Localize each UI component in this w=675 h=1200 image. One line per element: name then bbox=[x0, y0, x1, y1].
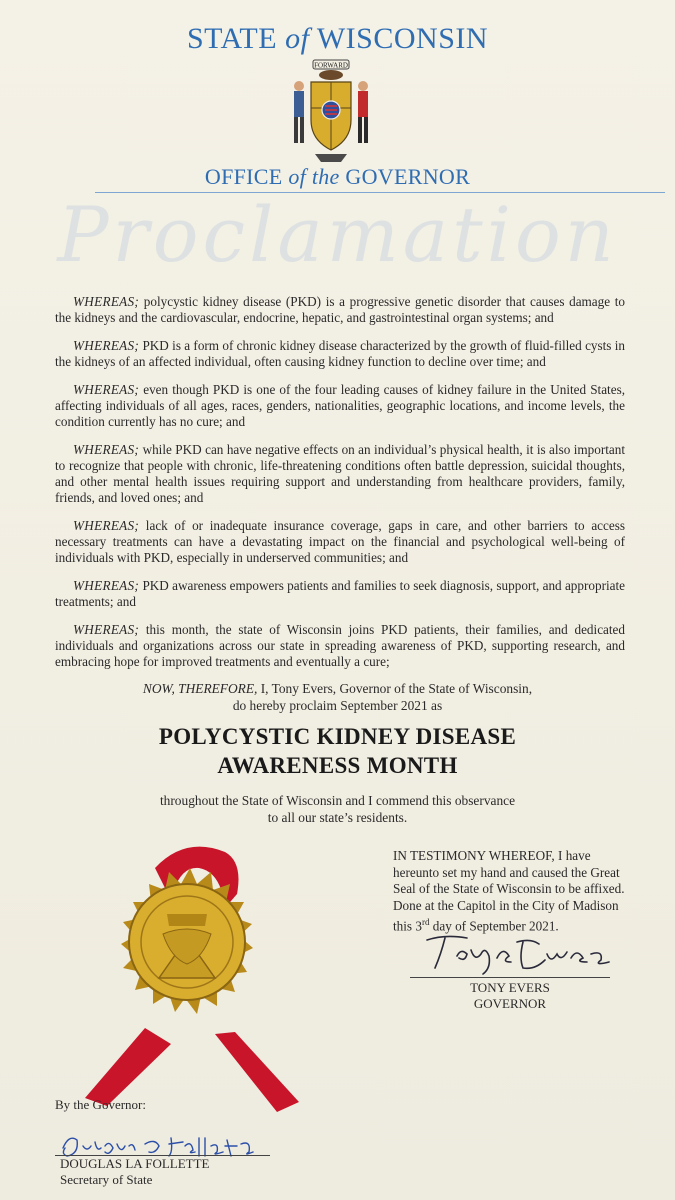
whereas-paragraph: WHEREAS; polycystic kidney disease (PKD) is a progressive genetic disorder that causes damage to the kidneys and the cardiovascular, endocrine, hepatic, and gastrointestinal organ systems; and bbox=[55, 294, 626, 325]
whereas-paragraph: WHEREAS; PKD is a form of chronic kidney disease characterized by the growth of fluid-filled cysts in the kidneys of an affected individual, often causing kidney function to decline over time; and bbox=[55, 338, 626, 369]
svg-text:FORWARD: FORWARD bbox=[314, 61, 348, 70]
whereas-paragraph: WHEREAS; lack of or inadequate insurance coverage, gaps in care, and other barriers to access necessary treatments can have a devastating impact on the financial and psychological well-being of individuals with PKD, especially in underserved communities; and bbox=[55, 518, 625, 565]
governor-signature-line bbox=[410, 977, 610, 978]
whereas-paragraph: WHEREAS; this month, the state of Wisconsin joins PKD patients, their families, and dedicated individuals and organizations across our state in spreading awareness of PKD, supporting research, and embracing hope for improved treatments and eventually a cure; bbox=[55, 622, 626, 669]
commendation-text: throughout the State of Wisconsin and I commend this observance to all our state’s residents. bbox=[159, 793, 516, 825]
proclamation-watermark: Proclamation bbox=[57, 190, 618, 279]
office-title: OFFICE of the GOVERNOR bbox=[204, 164, 471, 189]
whereas-paragraph: WHEREAS; even though PKD is one of the four leading causes of kidney failure in the United States, affecting individuals of all ages, races, genders, nationalities, geographic locations, and income levels, the condition currently has no cure; and bbox=[55, 382, 625, 429]
now-therefore-statement: NOW, THEREFORE, I, Tony Evers, Governor of the State of Wisconsin, do hereby proclaim September 2021 as bbox=[142, 681, 533, 713]
whereas-paragraph: WHEREAS; while PKD can have negative effects on an individual’s physical health, it is also important to recognize that people with chronic, life-threatening conditions often battle depression, suicidal thoughts, and other mental health issues requiring support and understanding from healthcare providers, family, friends, and loved ones; and bbox=[55, 442, 626, 505]
proclamation-title: POLYCYSTIC KIDNEY DISEASE AWARENESS MONTH bbox=[158, 724, 517, 778]
whereas-clauses bbox=[55, 294, 625, 682]
testimony-text: IN TESTIMONY WHEREOF, I have hereunto set my hand and caused the Great Seal of the State of Wisconsin to be affixed. Done at the Capitol in the City of Madison this 3rd day of September 2021. bbox=[393, 848, 625, 934]
state-coat-of-arms-icon bbox=[275, 58, 387, 168]
governor-signature bbox=[405, 928, 620, 978]
state-title: STATE of WISCONSIN bbox=[186, 22, 489, 55]
whereas-paragraph: WHEREAS; PKD awareness empowers patients and families to seek diagnosis, support, and appropriate treatments; and bbox=[55, 578, 626, 609]
governor-name-block: TONY EVERS GOVERNOR bbox=[470, 980, 550, 1011]
secretary-name-block: DOUGLAS LA FOLLETTE Secretary of State bbox=[60, 1156, 210, 1187]
gold-seal-ribbon-icon bbox=[75, 838, 305, 1128]
by-the-governor-label: By the Governor: bbox=[55, 1097, 146, 1112]
